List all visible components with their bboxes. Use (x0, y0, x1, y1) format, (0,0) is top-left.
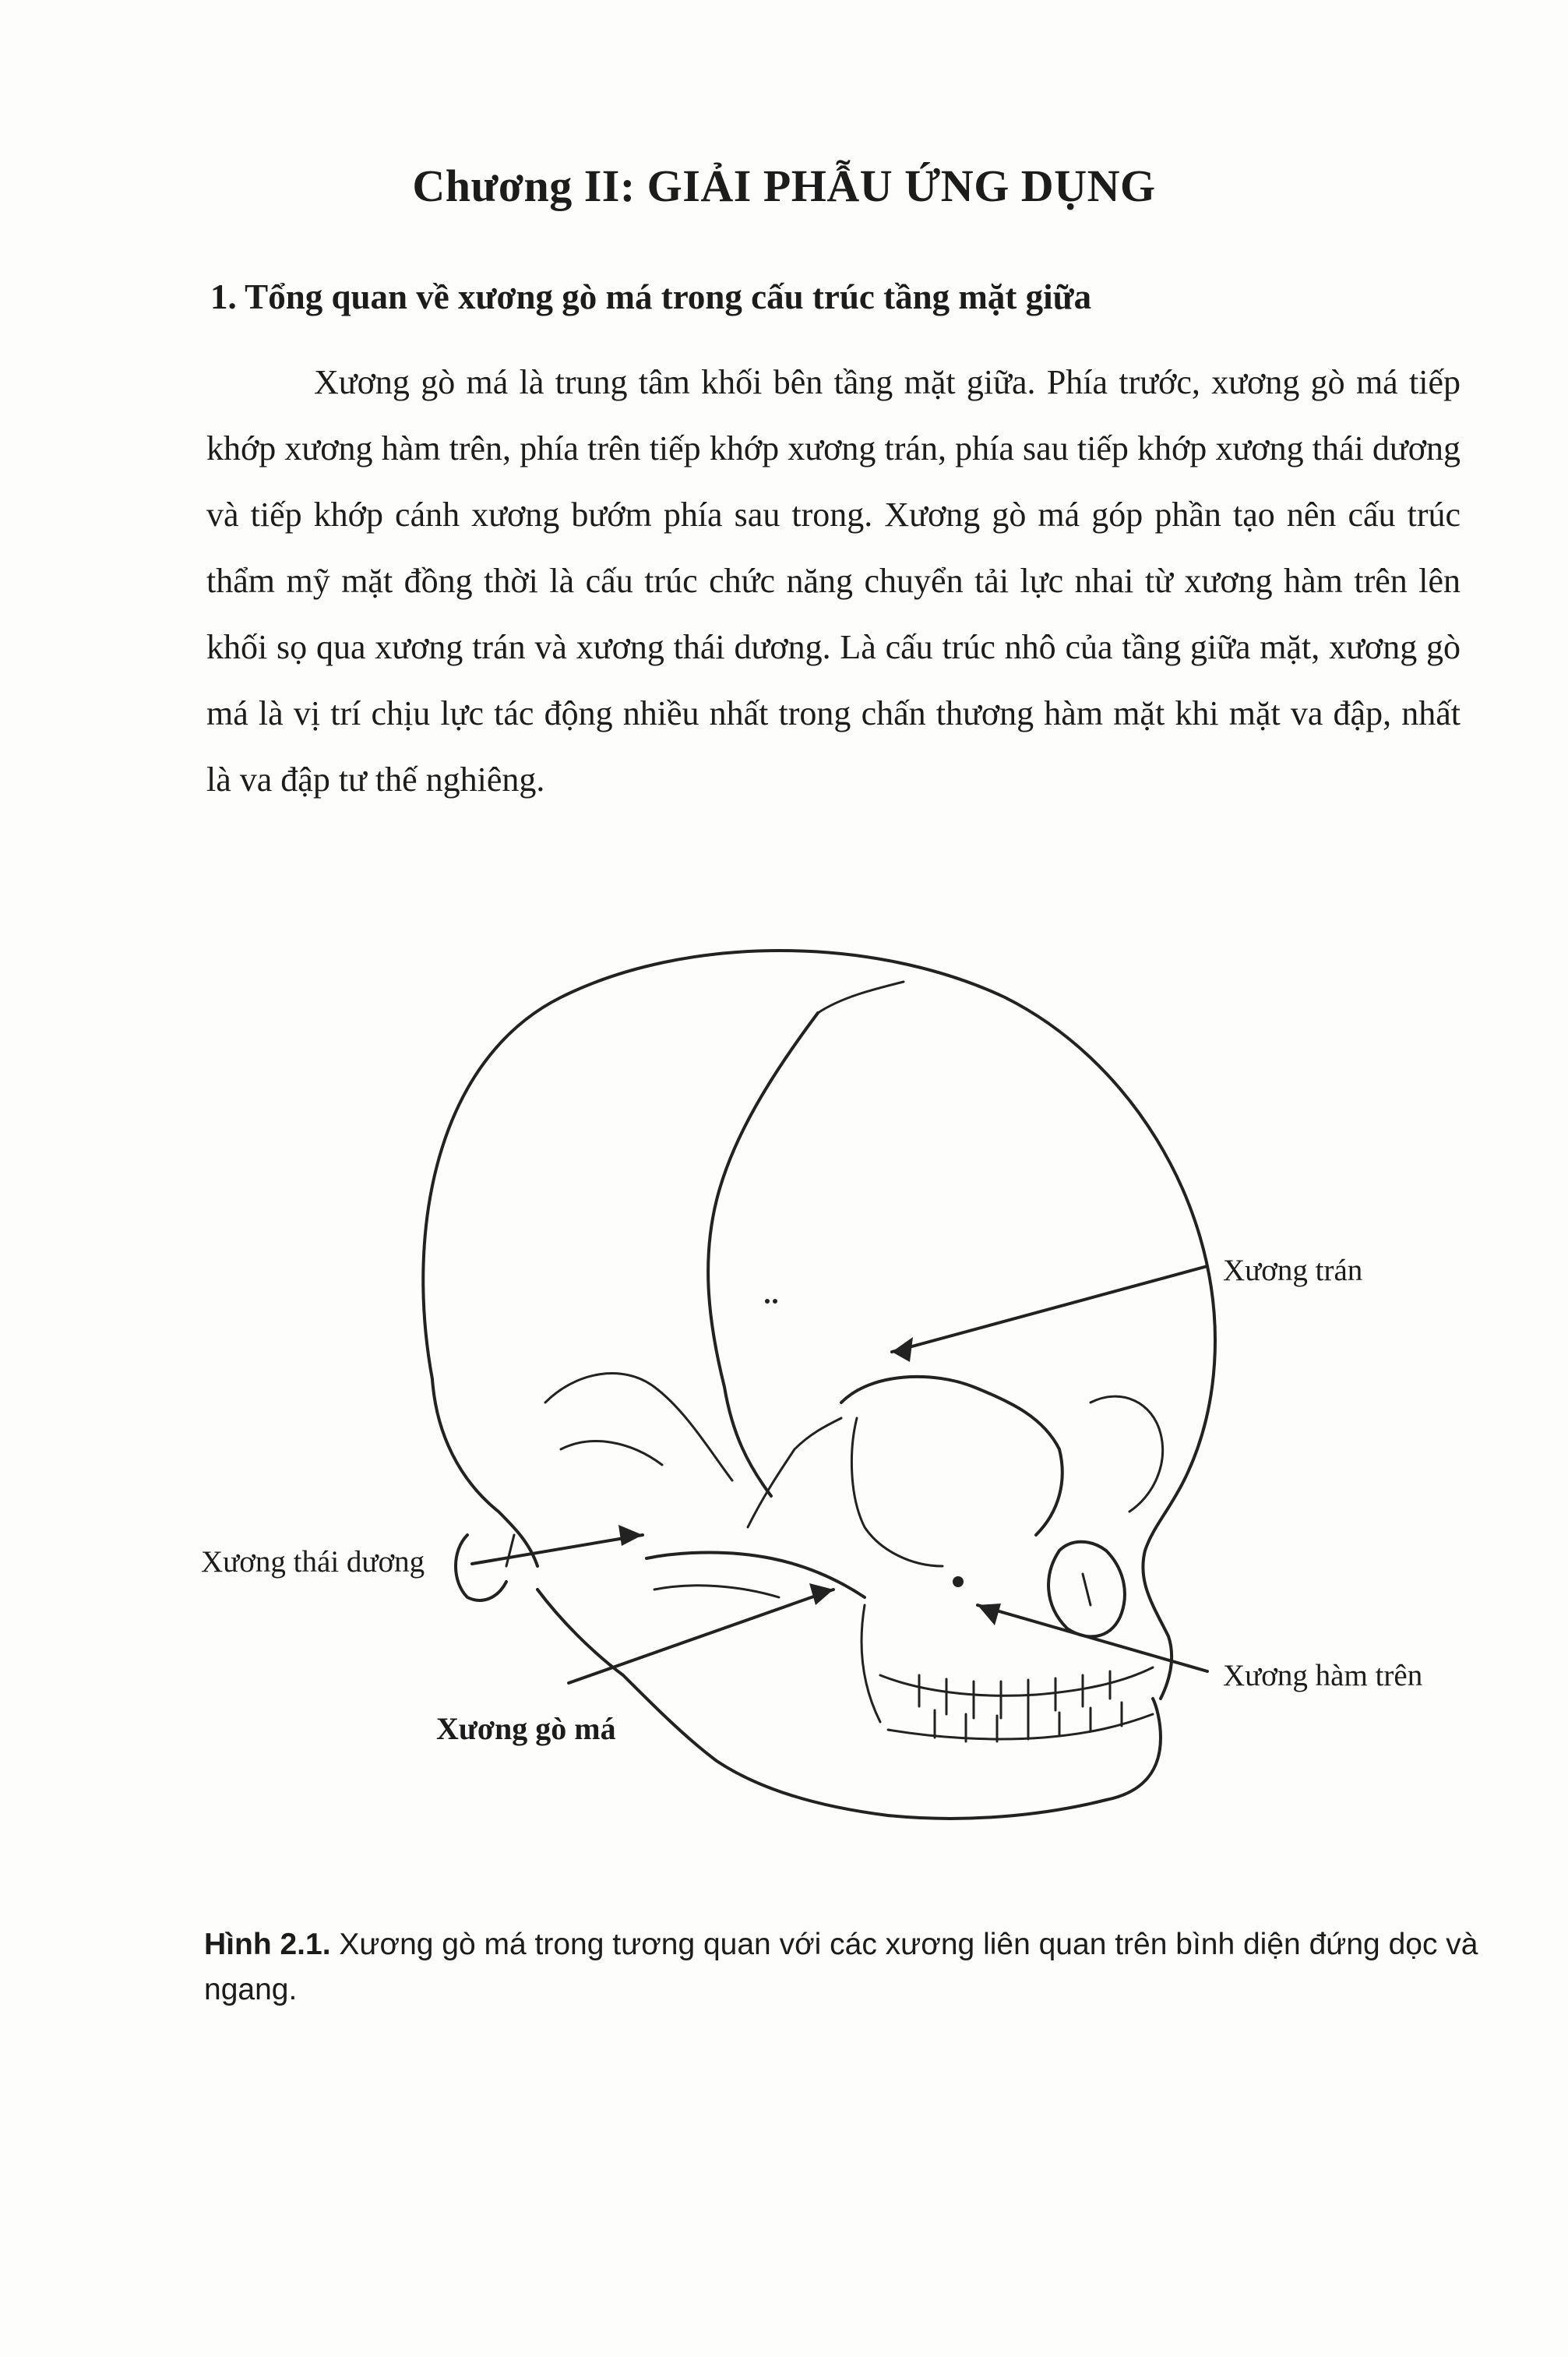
body-paragraph: Xương gò má là trung tâm khối bên tầng mặt giữa. Phía trước, xương gò má tiếp khớp xương hàm trên, phía trên tiếp khớp xương trán, phía sau tiếp khớp xương thái dương và tiếp khớp cánh xương bướm phía sau trong. Xương gò má góp phần tạo nên cấu trúc thẩm mỹ mặt đồng thời là cấu trúc chức năng chuyển tải lực nhai từ xương hàm trên lên khối sọ qua xương trán và xương thái dương. Là cấu trúc nhô của tầng giữa mặt, xương gò má là vị trí chịu lực tác động nhiều nhất trong chấn thương hàm mặt khi mặt va đập, nhất là va đập tư thế nghiêng. (206, 363, 1461, 799)
label-temporal-bone: Xương thái dương (201, 1545, 425, 1579)
figure-caption (204, 1922, 1482, 2013)
label-maxilla: Xương hàm trên (1223, 1659, 1423, 1692)
caption-prefix: Hình 2.1. (204, 1928, 331, 1961)
section-heading: 1. Tổng quan về xương gò má trong cấu trúc tầng mặt giữa (210, 277, 1092, 316)
label-zygomatic-bone: Xương gò má (436, 1711, 616, 1746)
label-frontal-bone: Xương trán (1223, 1254, 1363, 1287)
skull-figure (0, 904, 1568, 1909)
chapter-title: Chương II: GIẢI PHẪU ỨNG DỤNG (412, 161, 1156, 211)
skull-illustration (0, 904, 1568, 1909)
caption-text: Xương gò má trong tương quan với các xương liên quan trên bình diện đứng dọc và ngang. (204, 1928, 1478, 2006)
